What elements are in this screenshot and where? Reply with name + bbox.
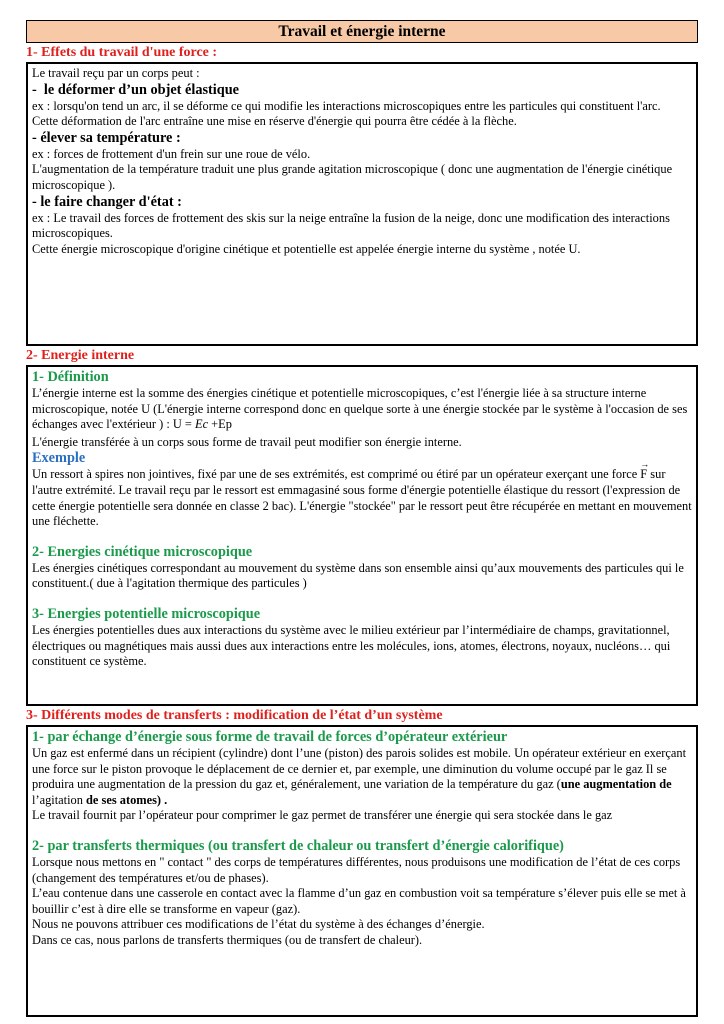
section-1-intro: Le travail reçu par un corps peut : [32,66,200,80]
section-2-heading: 2- Energie interne [26,348,135,363]
work-transfer-title: 1- par échange d’énergie sous forme de travail de forces d’opérateur extérieur [32,729,508,745]
section-1-box [26,62,698,346]
formula-ec: Ec [195,417,209,432]
section-1-heading: 1- Effets du travail d'une force : [26,45,218,60]
example-title: Exemple [32,450,86,467]
effect-deform-text-1: ex : lorsqu'on tend un arc, il se déforme ce qui modifie les interactions microscopiques entre les particules qui constituent l'arc. [32,98,661,113]
definition-text: L’énergie interne est la somme des énergies cinétique et potentielle microscopiques, c’est l'énergie liée à sa structure interne microscopique, notée U (L'énergie interne correspond donc en quelque sorte à une énergie stockée par le système à l'occasion de ses échanges avec l'extérieur ) : U = Ec +Ep [32,386,688,432]
work-transfer-text-2: Le travail fournit par l’opérateur pour comprimer le gaz permet de transférer une énergie qui sera stockée dans le gaz [32,808,613,823]
thermal-transfer-text-1: Lorsque nous mettons en " contact " des corps de températures différentes, nous produisons une modification de l’état de ces corps (changement des températures et/ou de phases). [32,854,681,885]
thermal-transfer-text-3: Nous ne pouvons attribuer ces modifications de l’état du système à des échanges d’énergie. [32,917,485,932]
effect-deform-title: - le déformer d’un objet élastique [32,81,240,98]
section-3-heading: 3- Différents modes de transferts : modification de l’état d’un système [26,708,443,723]
document-page [26,20,698,1017]
potential-text: Les énergies potentielles dues aux interactions du système avec le milieu extérieur par l’intermédiaire de champs, gravitationnel, électriques ou magnétiques mais aussi dues aux interactions entre les molécules, ions, atomes, électrons, noyaux, nucléons… qui constituent ce système. [32,622,671,669]
kinetic-title: 2- Energies cinétique microscopique [32,543,253,560]
thermal-transfer-text-2: L’eau contenue dans une casserole en contact avec la flamme d’un gaz en combustion voit sa température s’élever puis elle se met à bouillir c’est à dire elle se transforme en vapeur (gaz). [32,886,686,916]
thermal-transfer-title: 2- par transferts thermiques (ou transfert de chaleur ou transfert d’énergie calorifique) [32,837,564,854]
thermal-transfer-text-4: Dans ce cas, nous parlons de transferts thermiques (ou de transfert de chaleur). [32,932,423,947]
page-title: Travail et énergie interne [26,20,698,43]
definition-text-2: L'énergie transférée à un corps sous forme de travail peut modifier son énergie interne. [32,434,462,449]
effect-state-title: - le faire changer d'état : [32,193,182,210]
work-transfer-text: Un gaz est enfermé dans un récipient (cylindre) dont l’une (piston) des parois solides est mobile. Un opérateur extérieur en exerçant une force sur le piston provoque le déplacement de ce dernier et, par exemple, une diminution du volume occupé par le gaz Il se produira une augmentation de la pression du gaz et, généralement, une variation de la température du gaz (une augmentation de l’agitation de ses atomes) . [32,746,687,807]
effect-temperature-text-1: ex : forces de frottement d'un frein sur une roue de vélo. [32,146,311,161]
section-2-box [26,365,698,706]
potential-title: 3- Energies potentielle microscopique [32,605,261,622]
effect-state-text-1: ex : Le travail des forces de frottement des skis sur la neige entraîne la fusion de la neige, donc une modification des interactions microscopiques. [32,210,670,241]
effect-temperature-text-2: L'augmentation de la température traduit une plus grande agitation microscopique ( donc une augmentation de l'énergie cinétique microscopique ). [32,162,673,192]
force-vector: → F [640,467,647,483]
example-text: Un ressort à spires non jointives, fixé par une de ses extrémités, est comprimé ou étiré par un opérateur exerçant une force → F sur l'autre extrémité. Le travail reçu par le ressort est emmagasiné sous forme d'énergie potentielle élastique du ressort (l'expression de cette énergie potentielle sera donnée en classe 2 bac). L'énergie "stockée" par le ressort peut être récupérée en mettant en mouvement une fléchette. [32,467,692,529]
effect-temperature-title: - élever sa température : [32,129,181,146]
kinetic-text: Les énergies cinétiques correspondant au mouvement du système dans son ensemble ainsi qu’aux mouvements des particules qui le constituent.( due à l'agitation thermique des particules ) [32,560,684,591]
definition-title: 1- Définition [32,369,109,385]
effect-deform-text-2: Cette déformation de l'arc entraîne une mise en réserve d'énergie qui pourra être cédée à la flèche. [32,114,517,129]
effect-state-text-2: Cette énergie microscopique d'origine cinétique et potentielle est appelée énergie interne du système , notée U. [32,241,581,256]
section-3-box [26,725,698,1017]
